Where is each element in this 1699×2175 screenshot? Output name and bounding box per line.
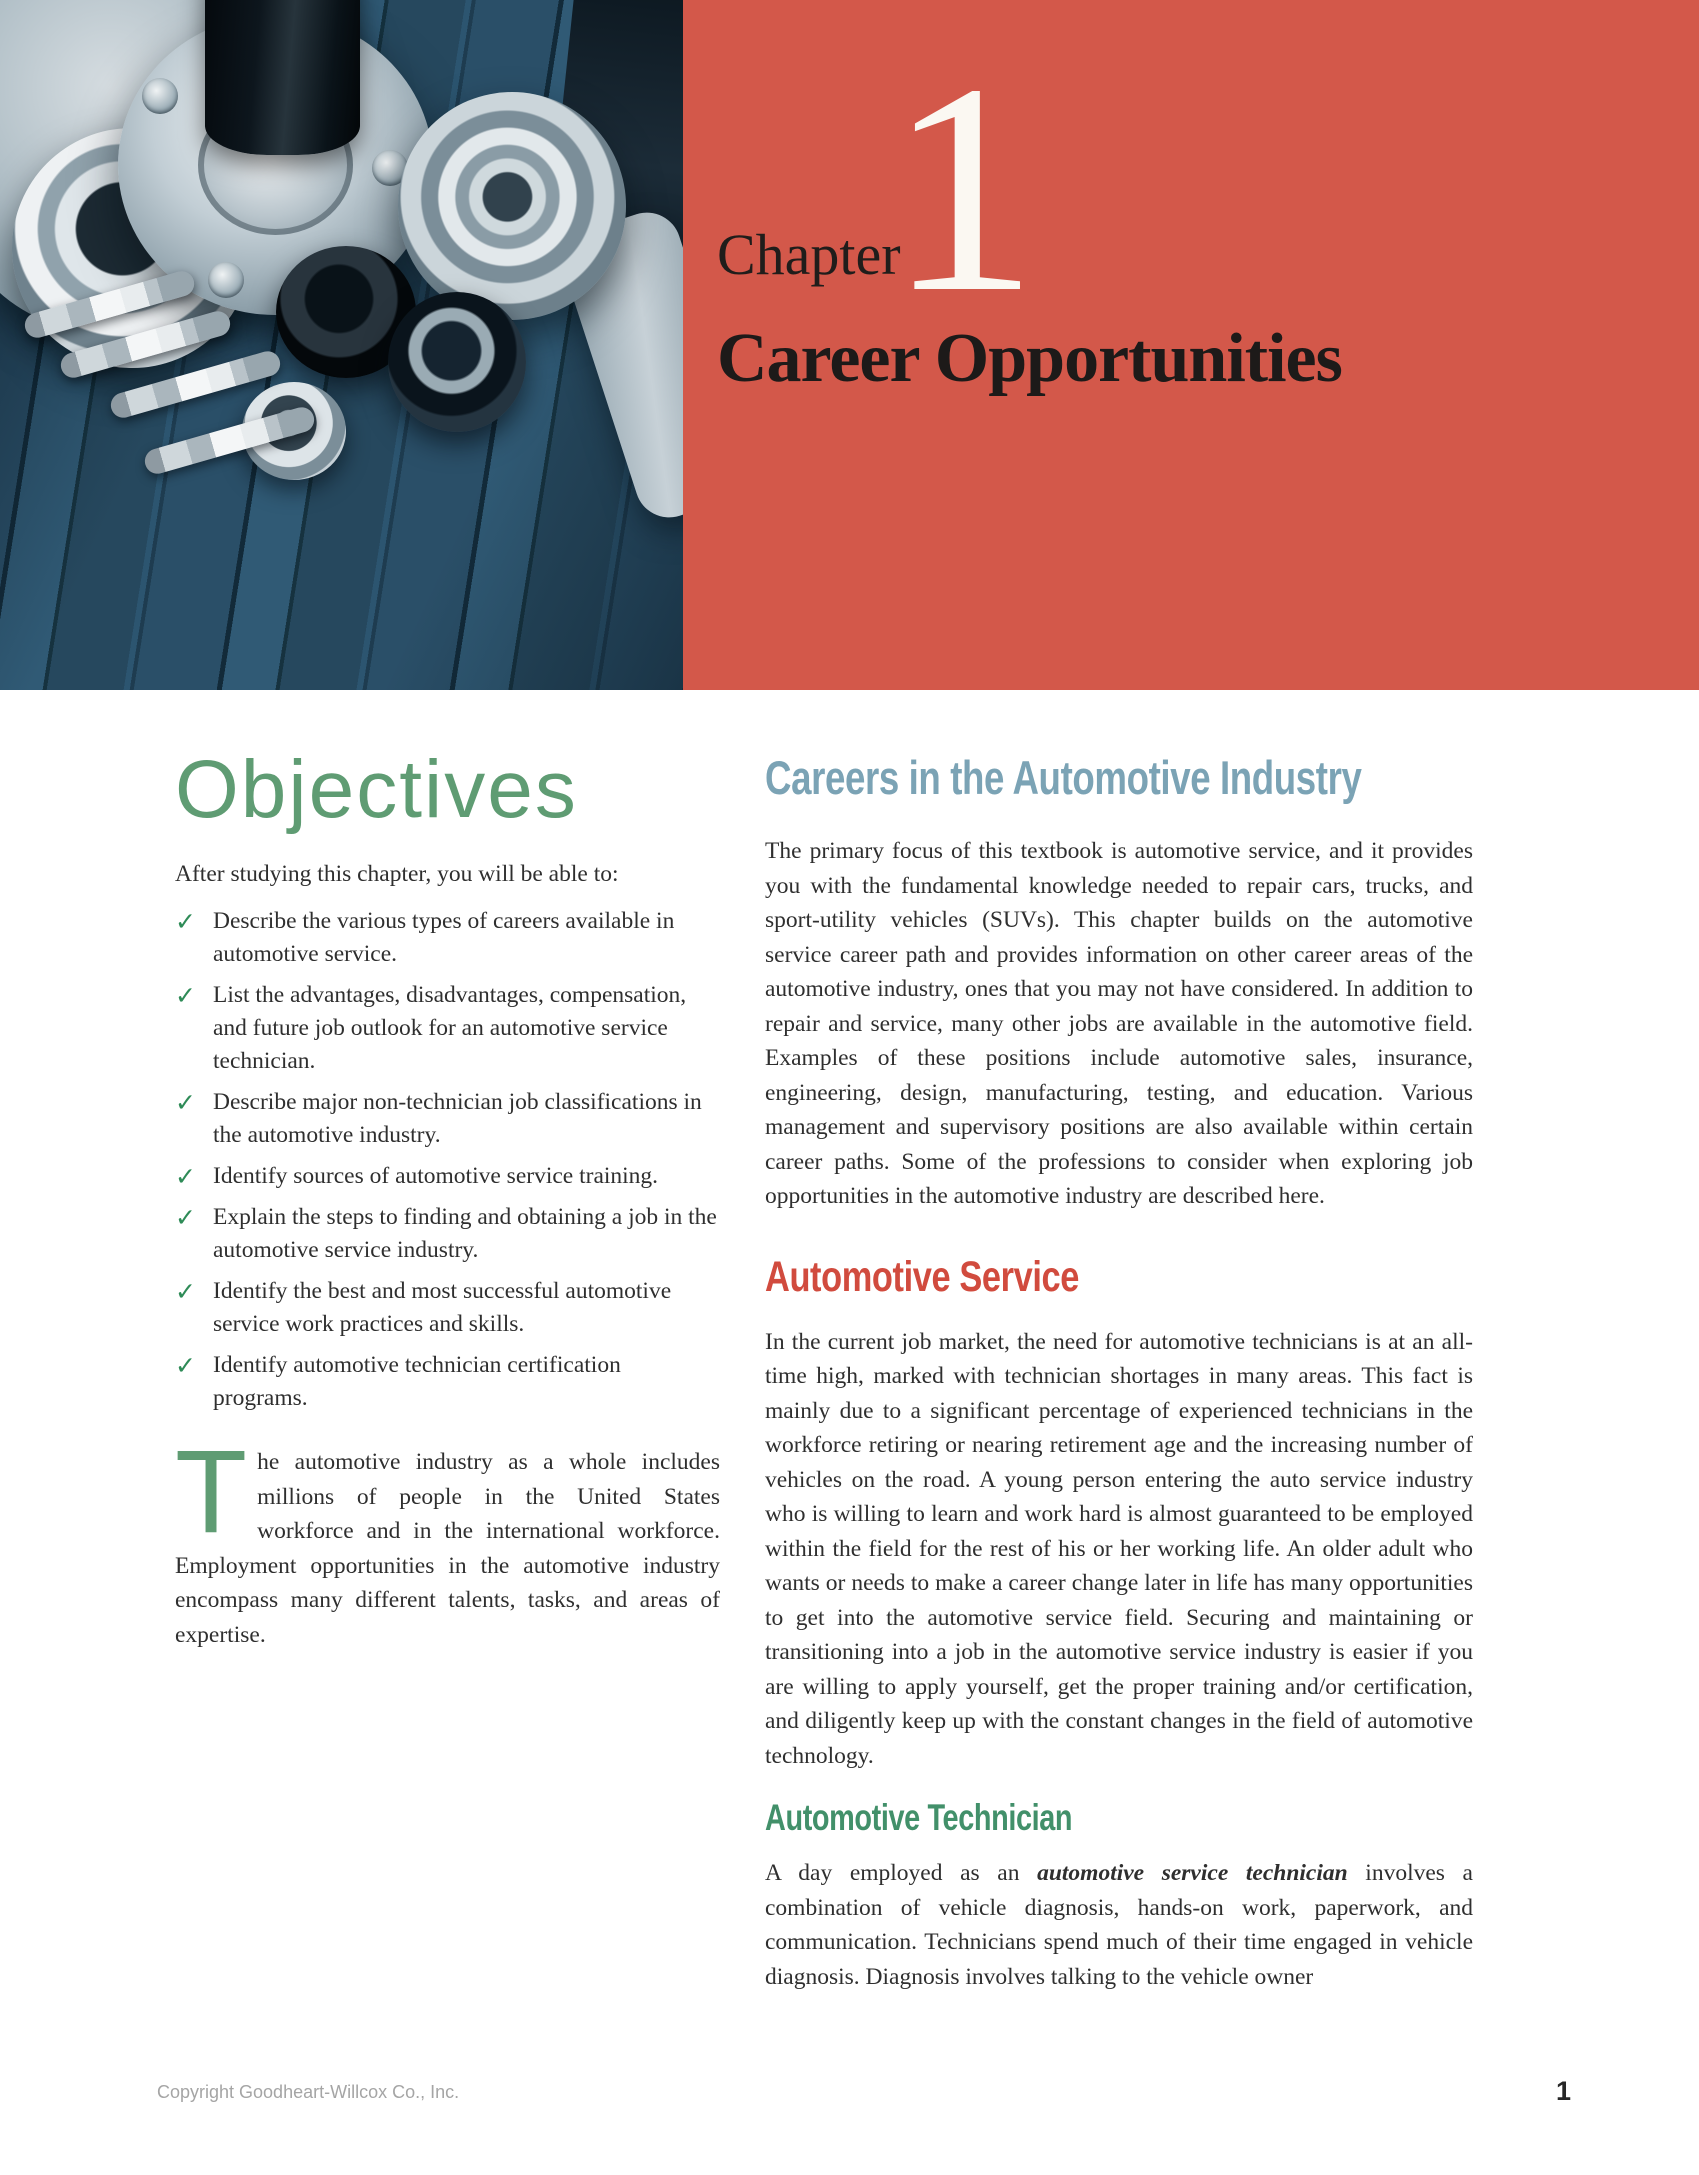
- photo-cylinder-shape: [205, 0, 360, 155]
- objective-item: [175, 1201, 720, 1267]
- technician-text-before: A day employed as an: [765, 1860, 1038, 1886]
- check-icon: ✓: [175, 907, 196, 936]
- chapter-banner: [683, 0, 1699, 690]
- photo-black-pulley-shape: [388, 292, 526, 432]
- lead-paragraph: [175, 1426, 720, 1652]
- technician-paragraph: [765, 1856, 1473, 1994]
- photo-pulley-shape: [398, 92, 626, 320]
- objective-text: Identify the best and most successful automotive service work practices and skills.: [213, 1278, 672, 1337]
- chapter-title: Career Opportunities: [717, 320, 1342, 397]
- photo-bolt-shape: [208, 262, 244, 298]
- objective-text: Describe the various types of careers available in automotive service.: [213, 908, 675, 967]
- photo-bolt-shape: [142, 78, 178, 114]
- check-icon: ✓: [175, 1162, 196, 1191]
- subsection-heading-technician: Automotive Technician: [765, 1797, 1073, 1838]
- technician-text-after: involves a combination of vehicle diagnosis, hands-on work, paperwork, and communication. Technicians spend much of their time engaged in vehicle diagnosis. Diagnosis involves talking to the vehicle owner: [765, 1860, 1473, 1990]
- check-icon: ✓: [175, 1277, 196, 1306]
- objective-text: Identify automotive technician certification programs.: [213, 1352, 621, 1411]
- lead-text: he automotive industry as a whole includes millions of people in the United States workforce and in the international workforce. Employment opportunities in the automotive industry encompass many different talents, tasks, and areas of expertise.: [175, 1449, 720, 1648]
- objective-item: [175, 1086, 720, 1152]
- auto-parts-photo: [0, 0, 683, 690]
- chapter-number: 1: [888, 22, 1038, 354]
- check-icon: ✓: [175, 1203, 196, 1232]
- section-heading-service: Automotive Service: [765, 1252, 1079, 1301]
- chapter-label: Chapter: [717, 222, 901, 287]
- objective-item: [175, 1160, 720, 1193]
- check-icon: ✓: [175, 981, 196, 1010]
- objectives-intro: After studying this chapter, you will be able to:: [175, 861, 619, 887]
- objectives-list: [175, 905, 720, 1415]
- service-paragraph: In the current job market, the need for automotive technicians is at an all-time high, marked with technician shortages in many areas. This fact is mainly due to a significant percentage of experienced technicians in the workforce retiring or nearing retirement age and the increasing number of vehicles on the road. A young person entering the auto service industry who is willing to learn and work hard is almost guaranteed to be employed within the field for the rest of his or her working life. An older adult who wants or needs to make a career change later in life has many opportunities to get into the automotive service field. Securing and maintaining or transitioning into a job in the automotive service industry is easier if you are willing to apply yourself, get the proper training and/or certification, and diligently keep up with the constant changes in the field of automotive technology.: [765, 1328, 1473, 1769]
- objective-item: [175, 979, 720, 1078]
- objective-item: [175, 1275, 720, 1341]
- objective-item: [175, 1349, 720, 1415]
- objective-text: Explain the steps to finding and obtaining a job in the automotive service industry.: [213, 1204, 717, 1263]
- objectives-column: [175, 744, 720, 1652]
- objective-item: [175, 905, 720, 971]
- main-column: [765, 752, 1473, 1994]
- objective-text: Describe major non-technician job classifications in the automotive industry.: [213, 1089, 702, 1148]
- objective-text: Identify sources of automotive service training.: [213, 1163, 659, 1189]
- section-heading-careers: Careers in the Automotive Industry: [765, 751, 1362, 804]
- check-icon: ✓: [175, 1351, 196, 1380]
- chapter-opener: [0, 0, 1699, 690]
- careers-paragraph: The primary focus of this textbook is automotive service, and it provides you with the fundamental knowledge needed to repair cars, trucks, and sport-utility vehicles (SUVs). This chapter builds on the automotive service career path and provides information on other career areas of the automotive industry, ones that you may not have considered. In addition to repair and service, many other jobs are available in the automotive field. Examples of these positions include automotive sales, insurance, engineering, design, manufacturing, testing, and education. Various management and supervisory positions are also available within certain career paths. Some of the professions to consider when exploring job opportunities in the automotive industry are described here.: [765, 838, 1473, 1209]
- copyright-notice: Copyright Goodheart-Willcox Co., Inc.: [157, 2082, 460, 2102]
- page-number: 1: [1556, 2076, 1572, 2106]
- objective-text: List the advantages, disadvantages, compensation, and future job outlook for an automotive service technician.: [213, 982, 687, 1074]
- objectives-heading: Objectives: [175, 744, 578, 835]
- drop-cap: T: [175, 1426, 248, 1558]
- key-term: automotive service technician: [1037, 1860, 1348, 1886]
- check-icon: ✓: [175, 1088, 196, 1117]
